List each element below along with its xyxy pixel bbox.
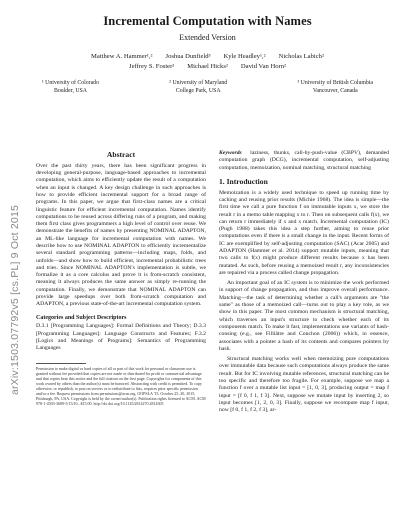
affiliations [30,80,385,95]
categories-text: D.3.1 [Programming Languages]: Formal Definitions and Theory; D.3.3 [Programming Languages]: Language Constructs and Features; F.3.2 [Logics and Meanings of Programs]: Semantics of Programming Languages [36,323,206,352]
abstract-paragraph: Over the past thirty years, there has been significant progress in developing general-purpose, language-based approaches to incremental computation, which aims to efficiently update the result of a computation when an input is changed. A key design challenge in such approaches is how to provide efficient incremental support for a broad range of programs. In this paper, we argue that first-class names are a critical linguistic feature for efficient incremental computation. Names identify computations to be reused across differing runs of a program, and making them first class gives programmers a high level of control over reuse. We demonstrate the benefits of names by presenting NOMINAL ADAPTON, an ML-like language for incremental computation with names. We describe how to use NOMINAL ADAPTON to efficiently incrementalize several standard programming patterns—including maps, folds, and unfolds—and show how to build efficient, incremental probabilistic trees and tries. Since NOMINAL ADAPTON's implementation is subtle, we formalize it as a core calculus and prove it is from-scratch consistent, meaning it always produces the same answer as simply re-running the computation. Finally, we demonstrate that NOMINAL ADAPTON can provide large speedups over both from-scratch computation and ADAPTON, a previous state-of-the-art incremental computation system. [36,162,206,308]
categories-label: Categories and Subject Descriptors [36,314,127,321]
intro-paragraph: Memoization is a widely used technique to speed up running time by caching and reusing prior results (Michie 1968). The idea is simple—the first time we call a pure function f on immutable inputs x, we store the result r in a memo table mapping x to r. Then on subsequent calls f(x), we can return r immediately if x and x match. Incremental computation (IC) (Pugh 1988) takes this idea a step further, aiming to reuse prior computations even if there is a small change in the input. Recent forms of IC are exemplified by self-adjusting computation (SAC) (Acar 2005) and ADAPTON (Hammer et al. 2014) support mutable inputs, meaning that two calls to f(x) might produce different results because x has been mutated. As such, before reusing a memoized result r, any inconsistencies are repaired via a process called change propagation. [219,189,389,276]
paper-header [30,14,385,95]
paper-title: Incremental Computation with Names [103,14,312,28]
intro-paragraph: An important goal of an IC system is to minimize the work performed in support of change propagation, and thus improve overall performance. Matching—the task of determining whether a call's arguments are "the same" as those of a memoized call—turns out to play a key role, as we show in this paper. The most common mechanism is structural matching, which traverses an input's structure to check whether each of its components match. To make it fast, implementations use variants of hash-consing (e.g., see Filliâtre and Conchon (2006)) which, in essence, associates with a pointer a hash of its contents and compares pointers by hash. [219,280,389,352]
affiliation: ¹ University of Colorado Boulder, USA [42,80,99,94]
footnote-divider [36,363,86,364]
author-row-2 [30,62,385,72]
categories-block [36,315,206,353]
left-column [36,150,206,406]
author: Joshua Dunfield³ [165,53,211,60]
keywords-text: laziness, thunks, call-by-push-value (CBPV), demanded computation graph (DCG), incremental computation, self-adjusting computation, memoization, nominal matching, structural matching [219,150,389,171]
copyright-footnote: Permission to make digital or hard copies of all or part of this work for personal or classroom use is granted without fee provided that copies are not made or distributed for profit or commercial advantage and that copies bear this notice and the full citation on the first page. Copyrights for components of this work owned by others than the author(s) must be honored. Abstracting with credit is permitted. To copy otherwise, or republish, to post on servers or to redistribute to lists, requires prior specific permission and/or a fee. Request permissions from permissions@acm.org. OOPSLA '15, October 25–30, 2015, Pittsburgh, PA, USA. Copyright is held by the owner/author(s). Publication rights licensed to ACM. ACM 978-1-4503-3689-5/15/10...$15.00. http://dx.doi.org/10.1145/2814270.2814305 [36,365,206,407]
right-column [219,150,389,418]
arxiv-identifier: arXiv:1503.07792v5 [cs.PL] 9 Oct 2015 [9,204,22,396]
arxiv-identifier-stamp [4,150,26,450]
author-list [30,52,385,71]
intro-paragraph: Structural matching works well when memoizing pure computations over immutable data because such computations always produce the same result. But for IC involving mutable references, structural matching can be too specific and therefore too fragile. For example, suppose we map a function f over a mutable list input = [1, 0, 3], producing output = map f input = [f 0, f 1, f 3]. Next, suppose we mutate input by inserting 2, so input becomes [1, 2, 0, 3]. Finally, suppose we recompute map f input, now [f 0, f 1, f 2, f 3], ar- [219,356,389,414]
author: Kyle Headley¹,² [223,53,266,60]
author: David Van Horn² [240,62,286,70]
keywords-label: Keywords [219,150,242,156]
introduction-heading: 1. Introduction [219,176,268,186]
author-row-1 [30,52,385,62]
author: Nicholas Labich² [278,53,324,60]
abstract-heading: Abstract [106,150,136,159]
affiliation: ² University of Maryland College Park, USA [169,80,228,94]
author: Michael Hicks² [187,62,228,70]
author: Matthew A. Hammer¹,² [91,53,153,60]
affiliation: ³ University of British Columbia Vancouver, Canada [297,80,373,94]
keywords-block [219,150,389,172]
paper-subtitle: Extended Version [179,33,236,42]
author: Jeffrey S. Foster² [129,62,175,70]
